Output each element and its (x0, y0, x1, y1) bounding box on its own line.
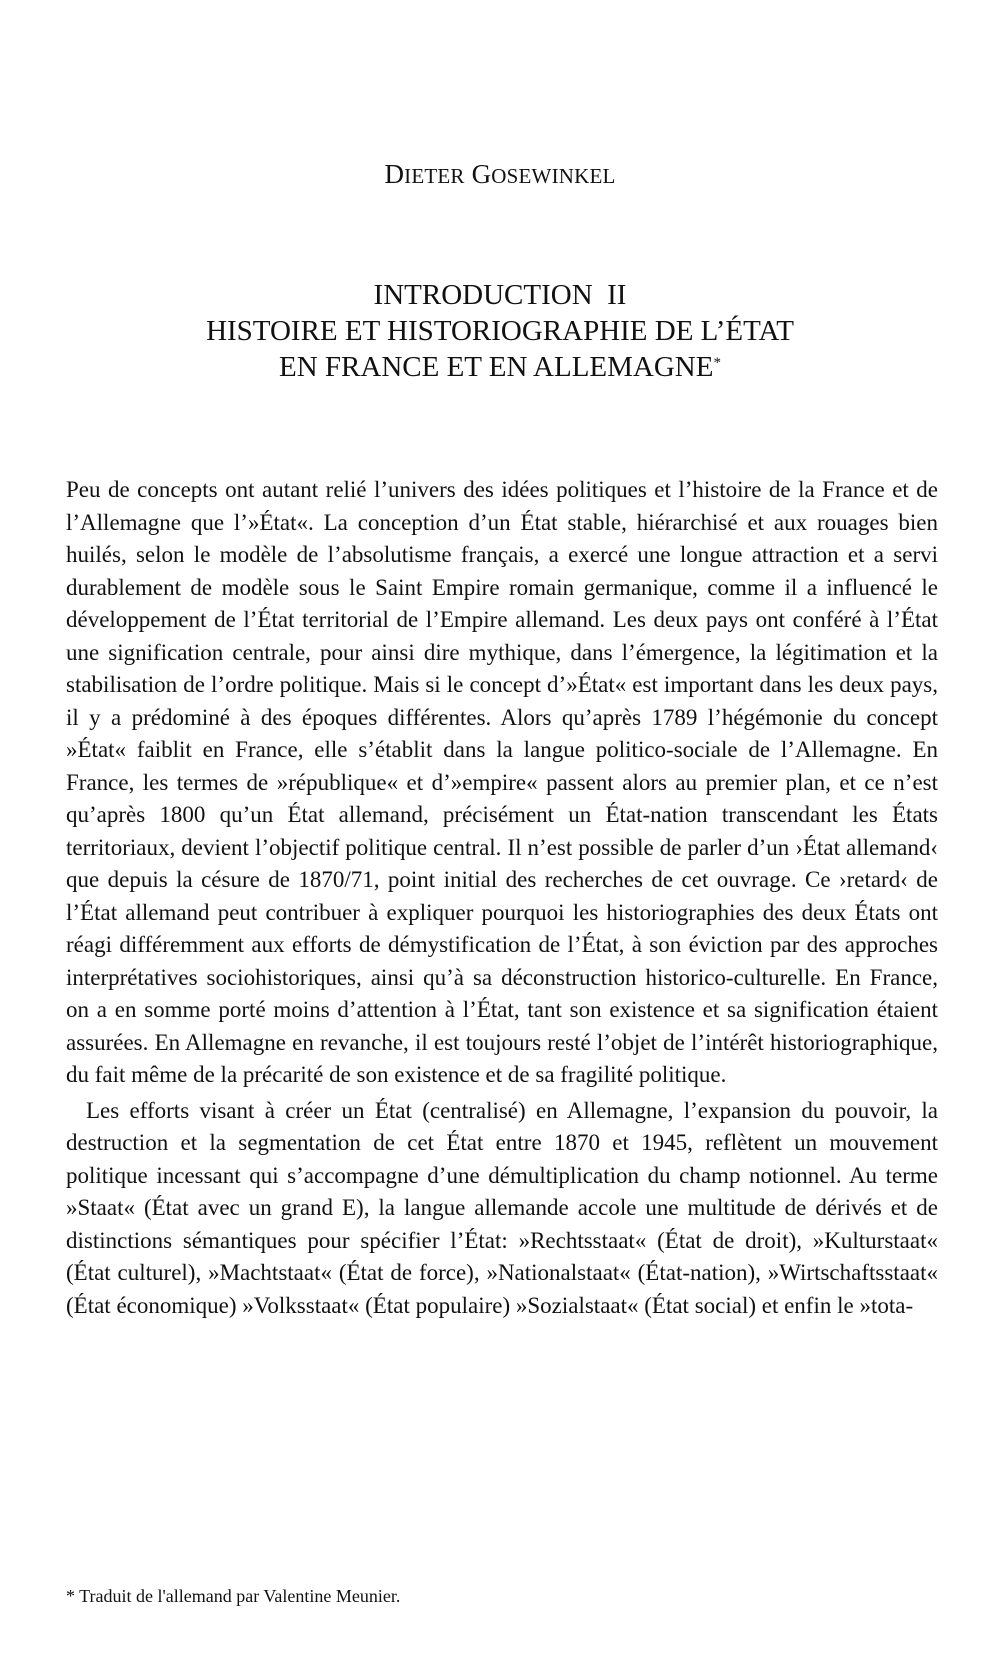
title-line-3-text: EN FRANCE ET EN ALLEMAGNE (279, 351, 714, 383)
title-line-1: INTRODUCTION II (373, 279, 627, 311)
footnote: * Traduit de l'allemand par Valentine Meunier. (66, 1586, 401, 1606)
body-text (66, 474, 938, 1322)
paragraph-2: Les efforts visant à créer un État (centralisé) en Allemagne, l’expansion du pouvoir, la destruction et la segmentation de cet État entre 1870 et 1945, reflètent un mouvement politique incessant qui s’accompagne d’une démultiplication du champ notionnel. Au terme »Staat« (État avec un grand E), la langue allemande accole une multitude de dérivés et de distinctions sémantiques pour spécifier l’État: »Rechtsstaat« (État de droit), »Kulturstaat« (État culturel), »Machtstaat« (État de force), »Nationalstaat« (État-nation), »Wirtschaftsstaat« (État économique) »Volksstaat« (État populaire) »Sozialstaat« (État social) et enfin le »tota- (66, 1097, 938, 1318)
author-first-initial: D (384, 159, 405, 189)
author-name (0, 157, 1000, 193)
author-last-initial: G (471, 159, 492, 189)
title-line-2: HISTOIRE ET HISTORIOGRAPHIE DE L’ÉTAT (206, 315, 794, 347)
author-first-rest: IETER (404, 164, 465, 188)
title-line-3 (0, 349, 1000, 385)
paragraph-1: Peu de concepts ont autant relié l’univers des idées politiques et l’histoire de la France et de l’Allemagne que l’»État«. La conception d’un État stable, hiérarchisé et aux rouages bien huilés, selon le modèle de l’absolutisme français, a exercé une longue attraction et a servi durablement de modèle sous le Saint Empire romain germanique, comme il a influencé le développement de l’État territorial de l’Empire allemand. Les deux pays ont conféré à l’État une signification centrale, pour ainsi dire mythique, dans l’émergence, la légitimation et la stabilisation de l’ordre politique. Mais si le concept d’»État« est important dans les deux pays, il y a prédominé à des époques différentes. Alors qu’après 1789 l’hégémonie du concept »État« faiblit en France, elle s’établit dans la langue politico-sociale de l’Allemagne. En France, les termes de »république« et d’»empire« passent alors au premier plan, et ce n’est qu’après 1800 qu’un État allemand, précisément un État-nation transcendant les États territoriaux, devient l’objectif politique central. Il n’est possible de parler d’un ›État allemand‹ que depuis la césure de 1870/71, point initial des recherches de cet ouvrage. Ce ›retard‹ de l’État allemand peut contribuer à expliquer pourquoi les historiographies des deux États ont réagi différemment aux efforts de démystification de l’État, à son éviction par des approches interprétatives sociohistoriques, ainsi qu’à sa déconstruction historico-culturelle. En France, on a en somme porté moins d’attention à l’État, tant son existence et sa signification étaient assurées. En Allemagne en revanche, il est toujours resté l’objet de l’intérêt historiographique, du fait même de la précarité de son existence et de sa fragilité politique. (66, 477, 938, 1087)
chapter-title (0, 277, 1000, 385)
author-last-rest: OSEWINKEL (491, 164, 616, 188)
footnote-marker: * (713, 355, 721, 371)
